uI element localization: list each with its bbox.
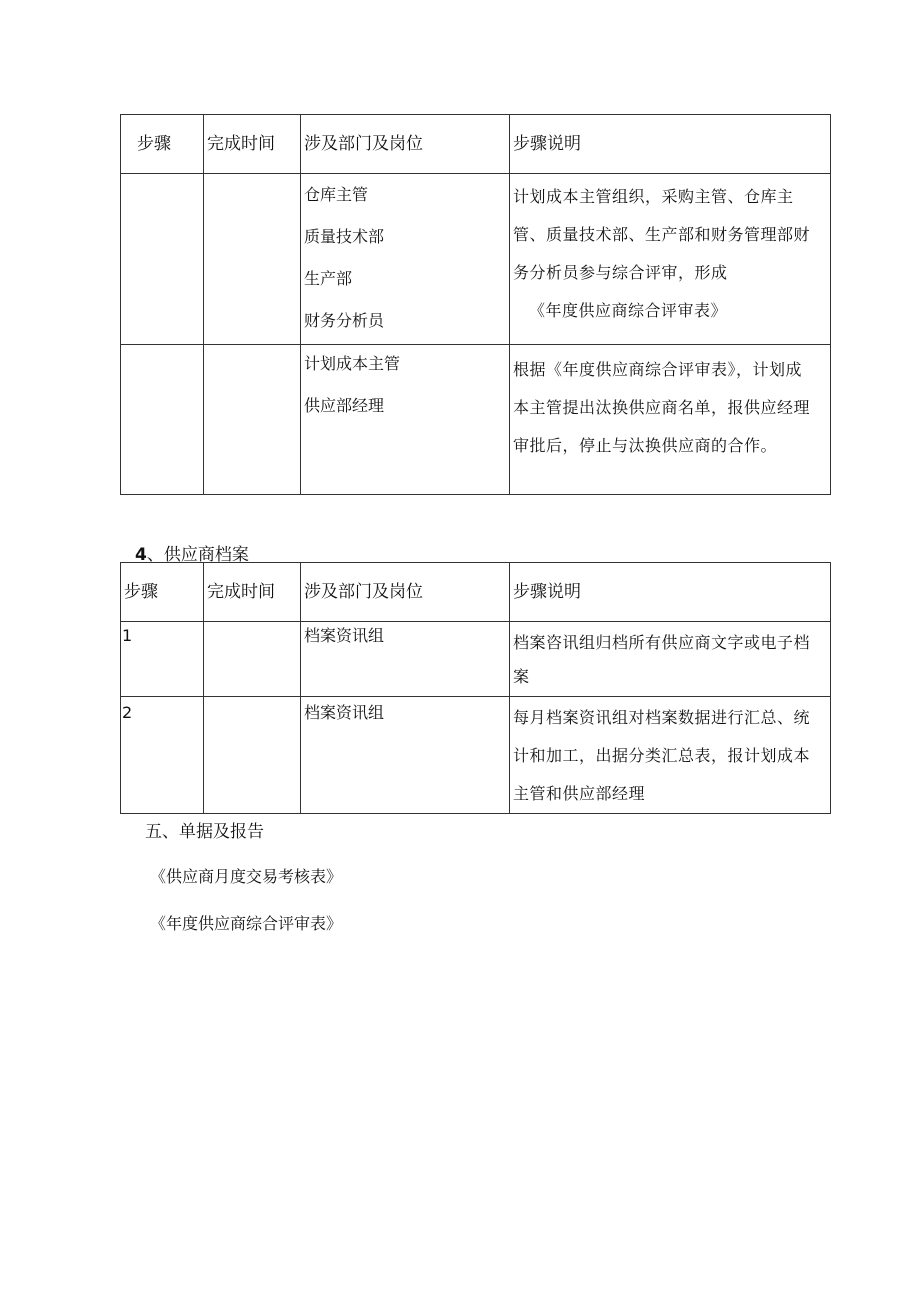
step-cell: 2 bbox=[121, 697, 204, 814]
desc-line: 审批后，停止与汰换供应商的合作。 bbox=[513, 436, 778, 455]
dept-item: 仓库主管 bbox=[304, 185, 369, 204]
section-4-number: 4 bbox=[135, 545, 147, 565]
time-cell bbox=[204, 697, 301, 814]
desc-line: 计划成本主管组织，采购主管、仓库主 bbox=[513, 187, 794, 206]
time-cell bbox=[204, 622, 301, 697]
table-row bbox=[121, 697, 831, 814]
step-cell bbox=[121, 174, 204, 345]
archive-table bbox=[120, 562, 831, 814]
desc-line: 计和加工，出据分类汇总表，报计划成本 bbox=[513, 746, 811, 765]
report-item: 《年度供应商综合评审表》 bbox=[150, 914, 343, 933]
header-desc: 步骤说明 bbox=[510, 563, 831, 622]
header-time: 完成时间 bbox=[204, 115, 301, 174]
header-dept: 涉及部门及岗位 bbox=[301, 563, 510, 622]
table-row bbox=[121, 622, 831, 697]
desc-line: 每月档案资讯组对档案数据进行汇总、统 bbox=[513, 708, 811, 727]
desc-line: 务分析员参与综合评审，形成 bbox=[513, 263, 728, 282]
desc-line: 案 bbox=[513, 667, 530, 686]
dept-item: 生产部 bbox=[304, 269, 353, 288]
desc-line: 管、质量技术部、生产部和财务管理部财 bbox=[513, 225, 811, 244]
desc-cell bbox=[510, 345, 831, 495]
time-cell bbox=[204, 345, 301, 495]
dept-cell bbox=[301, 697, 510, 814]
dept-item: 档案资讯组 bbox=[304, 626, 385, 645]
dept-cell bbox=[301, 622, 510, 697]
report-item: 《供应商月度交易考核表》 bbox=[150, 867, 343, 886]
desc-line: 本主管提出汰换供应商名单，报供应经理 bbox=[513, 398, 811, 417]
dept-cell bbox=[301, 174, 510, 345]
desc-line: 档案咨讯组归档所有供应商文字或电子档 bbox=[513, 633, 811, 652]
time-cell bbox=[204, 174, 301, 345]
desc-cell bbox=[510, 174, 831, 345]
desc-line: 《年度供应商综合评审表》 bbox=[529, 301, 728, 320]
process-table-1 bbox=[120, 114, 831, 495]
dept-item: 档案资讯组 bbox=[304, 703, 385, 722]
desc-line: 主管和供应部经理 bbox=[513, 784, 646, 803]
section-4-label: 、供应商档案 bbox=[146, 545, 249, 565]
dept-item: 供应部经理 bbox=[304, 396, 385, 415]
header-dept: 涉及部门及岗位 bbox=[301, 115, 510, 174]
desc-cell bbox=[510, 622, 831, 697]
section-5-title: 五、单据及报告 bbox=[145, 822, 264, 842]
desc-cell bbox=[510, 697, 831, 814]
dept-item: 计划成本主管 bbox=[304, 354, 401, 373]
dept-item: 质量技术部 bbox=[304, 227, 385, 246]
step-cell bbox=[121, 345, 204, 495]
table-row bbox=[121, 174, 831, 345]
table-header-row bbox=[121, 563, 831, 622]
dept-cell bbox=[301, 345, 510, 495]
table-header-row bbox=[121, 115, 831, 174]
header-time: 完成时间 bbox=[204, 563, 301, 622]
table-row bbox=[121, 345, 831, 495]
header-step: 步骤 bbox=[121, 115, 204, 174]
step-cell: 1 bbox=[121, 622, 204, 697]
header-step: 步骤 bbox=[121, 563, 204, 622]
desc-line: 根据《年度供应商综合评审表》，计划成 bbox=[513, 360, 803, 379]
header-desc: 步骤说明 bbox=[510, 115, 831, 174]
dept-item: 财务分析员 bbox=[304, 311, 385, 330]
